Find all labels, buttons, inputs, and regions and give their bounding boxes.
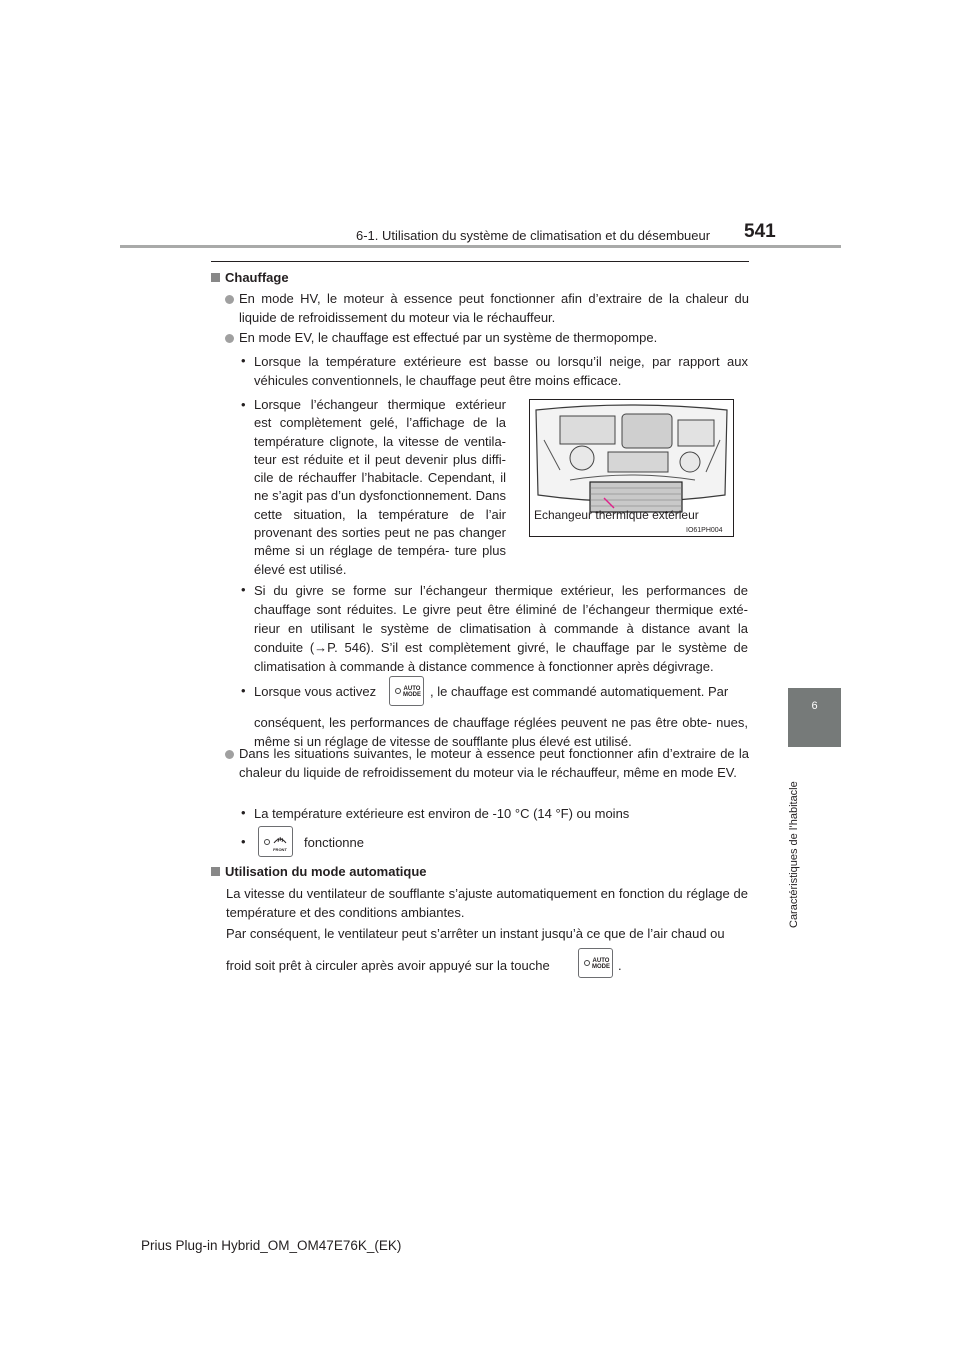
paragraph-auto-activate-b: , le chauffage est commandé automatiquement. Par: [430, 684, 729, 699]
paragraph-outside-temperature: La température extérieure est environ de -10 °C (14 °F) ou moins: [254, 806, 630, 821]
dot-bullet: •: [241, 582, 246, 597]
heading-heating: Chauffage: [225, 270, 289, 285]
paragraph-fan-speed: La vitesse du ventilateur de soufflante s’ajuste automatiquement en fonction du réglage de température et des conditions ambiantes.: [226, 886, 748, 920]
paragraph-after-pressing-b: .: [618, 958, 622, 973]
auto-label-bottom: MODE: [592, 964, 610, 970]
circle-bullet-icon: [225, 295, 234, 304]
header-divider: [120, 245, 841, 248]
circle-bullet-icon: [225, 334, 234, 343]
dot-bullet: •: [241, 805, 246, 820]
indicator-led-icon: [395, 688, 401, 694]
square-bullet-icon: [211, 273, 220, 282]
defroster-icon: [273, 834, 287, 846]
auto-button-label: [402, 686, 422, 698]
square-bullet-icon: [211, 867, 220, 876]
front-defogger-button[interactable]: [258, 826, 293, 857]
paragraph-auto-activate-c: conséquent, les performances de chauffage réglées peuvent ne pas être obte- nues, même si un réglage de vitesse de soufflante plus élevé est utilisé.: [254, 715, 748, 749]
front-defogger-label: FRONT: [273, 847, 287, 852]
paragraph-auto-activate-a: Lorsque vous activez: [254, 684, 377, 699]
heading-auto-row: [211, 862, 751, 881]
heading-auto-mode: Utilisation du mode automatique: [225, 864, 427, 879]
dot-bullet: •: [241, 353, 246, 368]
heading-heating-row: [211, 268, 751, 287]
figure-code: IO61PH004: [686, 527, 723, 534]
paragraph-hv-mode: En mode HV, le moteur à essence peut fonctionner afin d’extraire de la chaleur du liquide de refroidissement du moteur via le réchauffeur.: [239, 291, 749, 325]
auto-label-top: AUTO: [592, 958, 610, 964]
document-id: Prius Plug-in Hybrid_OM_OM47E76K_(EK): [141, 1238, 402, 1253]
dot-bullet: •: [241, 834, 246, 849]
circle-bullet-icon: [225, 750, 234, 759]
indicator-led-icon: [264, 839, 270, 845]
paragraph-after-pressing-a: froid soit prêt à circuler après avoir appuyé sur la touche: [226, 958, 550, 973]
dot-bullet: •: [241, 397, 246, 412]
paragraph-ev-mode: En mode EV, le chauffage est effectué par un système de thermopompe.: [239, 330, 658, 345]
auto-label-bottom: MODE: [403, 692, 421, 698]
auto-mode-button[interactable]: [389, 676, 424, 706]
indicator-led-icon: [584, 960, 590, 966]
paragraph-low-temperature: Lorsque la température extérieure est basse ou lorsqu’il neige, par rapport aux véhicules conventionnels, le chauffage peut être moins efficace.: [254, 354, 748, 388]
chapter-tab[interactable]: [788, 688, 841, 747]
chapter-title-vertical: [785, 750, 805, 930]
paragraph-defogger-operates: fonctionne: [304, 835, 364, 850]
auto-mode-button-2[interactable]: [578, 948, 613, 978]
chapter-title: Caractéristiques de l’habitacle: [788, 781, 800, 928]
content-divider: [211, 261, 749, 262]
page-number: 541: [744, 221, 776, 242]
auto-button-label: [591, 958, 611, 970]
section-title: 6-1. Utilisation du système de climatisation et du désembueur: [356, 228, 711, 243]
paragraph-frozen-exchanger: Lorsque l’échangeur thermique extérieur est complètement gelé, l’affichage de la température clignote, la vitesse de ventila- teur est réduite et il peut devenir plus diffi- cile de réchauffer l’habitacle. Cependant, il ne s’agit pas d’un dysfonctionnement. Dans cette situation, la température de l’air provenant des sorties peut ne pas changer même si un réglage de tempéra- ture plus élevé est utilisé.: [254, 397, 506, 577]
figure-caption: Echangeur thermique extérieur: [534, 508, 699, 522]
auto-label-top: AUTO: [403, 686, 421, 692]
chapter-number: 6: [811, 700, 818, 712]
dot-bullet: •: [241, 683, 246, 698]
paragraph-fan-stop: Par conséquent, le ventilateur peut s’arrêter un instant jusqu’à ce que de l’air chaud ou: [226, 926, 725, 941]
paragraph-frost: Si du givre se forme sur l’échangeur thermique extérieur, les performances de chauffage sont réduites. Le givre peut être éliminé de l’échangeur thermique exté- rieur en utilisant le système de climatisation à commande à distance avant la conduite (→P. 546). S’il est complètement givré, le chauffage par le système de climatisation à commande à distance commence à fonctionner après dégivrage.: [254, 583, 748, 674]
paragraph-engine-situations: Dans les situations suivantes, le moteur à essence peut fonctionner afin d’extraire de la chaleur du liquide de refroidissement du moteur via le réchauffeur, même en mode EV.: [239, 746, 749, 780]
